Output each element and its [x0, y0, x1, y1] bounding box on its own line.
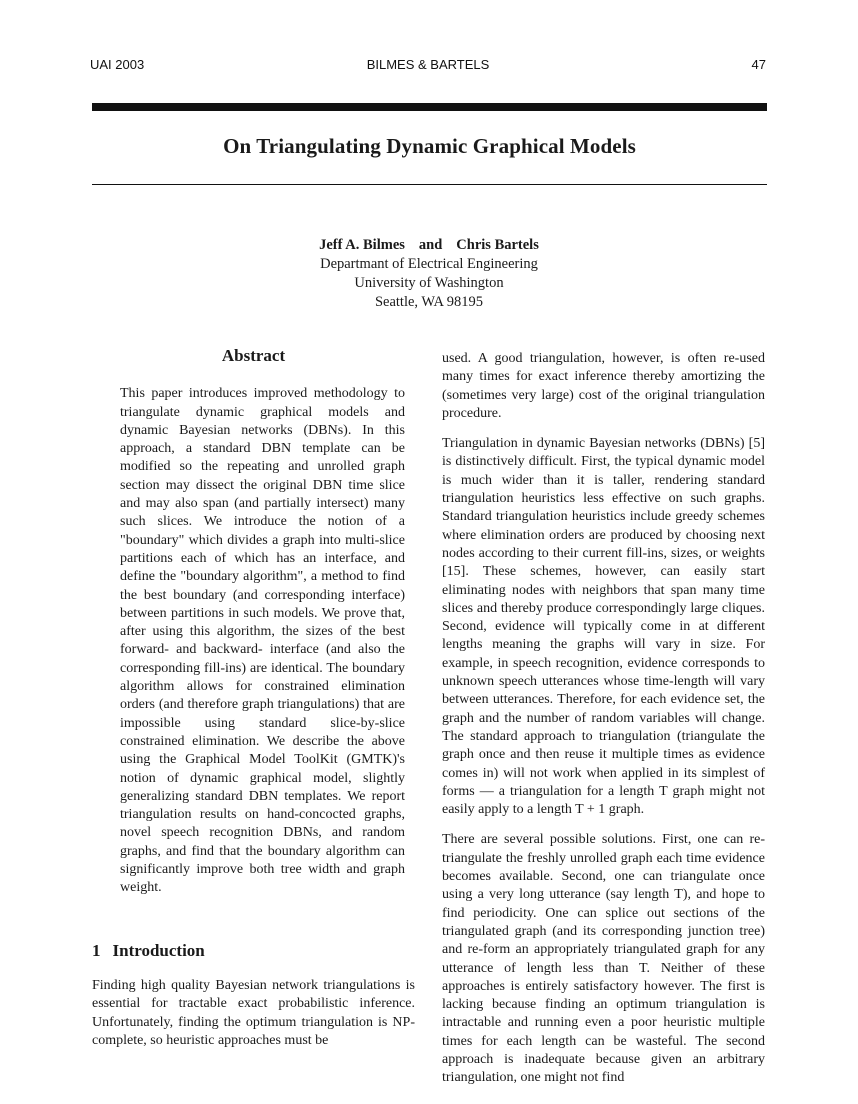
body-paragraph: Triangulation in dynamic Bayesian networks (DBNs) [5] is distinctively difficult. First, the typical dynamic model is much wider than it is taller, rendering standard triangulation heuristics less effective on such graphs. Standard triangulation heuristics include greedy schemes where elimination orders are produced by choosing next nodes according to their current fill-ins, sizes, or weights [15]. These schemes, however, can easily start eliminating nodes with neighbors that span many time slices and thereby produce correspondingly large cliques. Second, evidence will typically come in at different lengths meaning the graphs will vary in size. For example, in speech recognition, evidence corresponds to unknown speech utterances whose time-length will vary between utterances. Therefore, for each evidence set, the graph and the number of random variables will change. The standard approach to triangulation (triangulate the graph once and then reuse it multiple times as evidence comes in) will not work when applied in its simplest of forms — a triangulation for a length T graph might not easily apply to a length T + 1 graph. [442, 436, 765, 818]
paper-title: On Triangulating Dynamic Graphical Models [223, 134, 636, 158]
section-heading [92, 942, 415, 960]
section-number: 1 [92, 940, 101, 960]
author-block [229, 236, 629, 312]
author-names [229, 236, 629, 255]
title-rule-divider [92, 184, 767, 185]
body-paragraph: used. A good triangulation, however, is often re-used many times for exact inference thereby amortizing the (sometimes very large) cost of the original triangulation procedure. [442, 351, 765, 421]
running-head [90, 57, 766, 77]
running-authors: BILMES & BARTELS [366, 57, 490, 72]
top-rule-divider [92, 103, 767, 111]
body-paragraph: There are several possible solutions. First, one can re-triangulate the freshly unrolled graph each time evidence becomes available. Second, one can triangulate once using a very long utterance (say length T), and hope to find periodicity. One can splice out sections of the triangulated graph (and its corresponding junction tree) and re-form an appropriately triangulated graph for any utterance of length less than T. Neither of these approaches is entirely satisfactory however. The first is lacking because finding an optimum triangulation is intractable and running even a poor heuristic multiple times for each length can be wasteful. The second approach is inadequate because given an arbitrary triangulation, one might not find [442, 832, 765, 1086]
author-location: Seattle, WA 98195 [374, 294, 484, 310]
author-department: Departmant of Electrical Engineering [320, 256, 538, 272]
right-column [442, 350, 765, 1088]
author-conjunction: and [418, 237, 443, 253]
abstract-heading: Abstract [221, 346, 286, 365]
section-title: Introduction [112, 940, 205, 960]
author-name: Jeff A. Bilmes [319, 237, 405, 253]
left-column [92, 346, 415, 1050]
intro-paragraph: Finding high quality Bayesian network triangulations is essential for tractable exact probabilistic inference. Unfortunately, finding the optimum triangulation is NP-complete, so heuristic approaches must be [92, 977, 415, 1048]
abstract-body: This paper introduces improved methodology to triangulate dynamic graphical models and dynamic Bayesian networks (DBNs). In this approach, a standard DBN template can be modified so the repeating and unrolled graph section may dissect the original DBN time slice and may also span (and partially intersect) many such slices. We introduce the notion of a "boundary" which divides a graph into multi-slice partitions each of which has an interface, and define the "boundary algorithm", a method to find the best boundary (and corresponding interface) between partitions in such models. We prove that, after using this algorithm, the sizes of the best forward- and backward- interface (and also the corresponding fill-ins) are identical. The boundary algorithm allows for constrained elimination orders (and therefore graph triangulations) that are impossible using standard slice-by-slice constrained elimination. We describe the above using the Graphical Model ToolKit (GMTK)'s notion of dynamic graphical model, slightly generalizing standard DBN templates. We report triangulation results on hand-concocted graphs, novel speech recognition DBNs, and random graphs, and find that the boundary algorithm can significantly improve both tree width and graph weight. [120, 386, 405, 896]
page-number: 47 [751, 57, 766, 72]
author-university: University of Washington [354, 275, 504, 291]
author-name: Chris Bartels [456, 237, 539, 253]
conference-label: UAI 2003 [90, 57, 145, 72]
